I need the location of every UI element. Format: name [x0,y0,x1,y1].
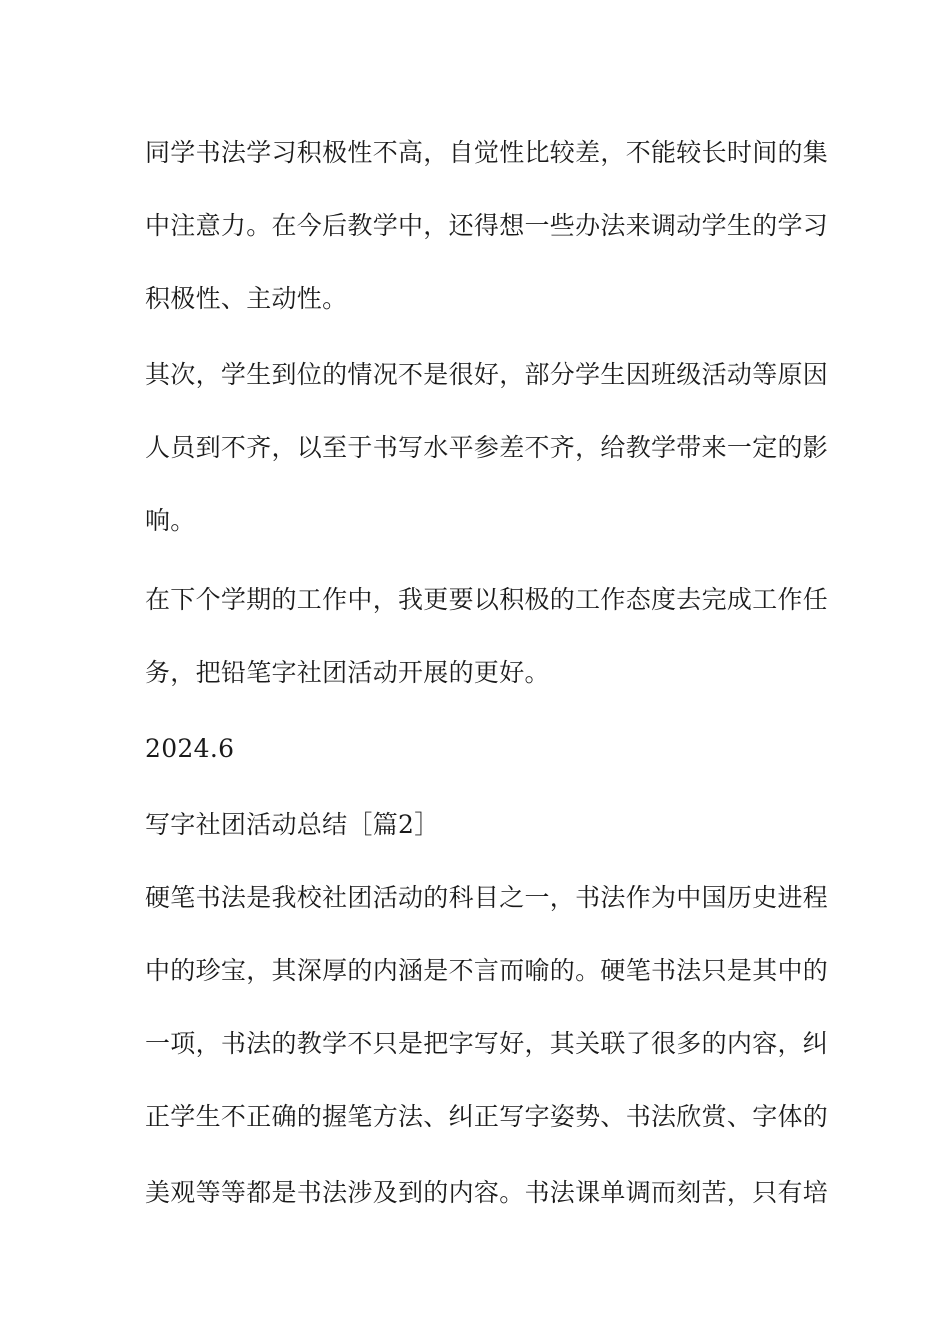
paragraph-1-line-2: 中注意力。在今后教学中，还得想一些办法来调动学生的学习 [145,211,829,240]
paragraph-3-line-2: 务，把铅笔字社团活动开展的更好。 [145,658,550,687]
paragraph-6-line-4: 正学生不正确的握笔方法、纠正写字姿势、书法欣赏、字体的 [145,1102,829,1131]
paragraph-2-line-1: 其次，学生到位的情况不是很好，部分学生因班级活动等原因 [145,360,829,389]
paragraph-6-line-5: 美观等等都是书法涉及到的内容。书法课单调而刻苦，只有培 [145,1178,829,1207]
paragraph-2-line-2: 人员到不齐，以至于书写水平参差不齐，给教学带来一定的影 [145,433,829,462]
section-heading: 写字社团活动总结［篇2］ [145,810,440,839]
paragraph-6-line-3: 一项，书法的教学不只是把字写好，其关联了很多的内容，纠 [145,1029,829,1058]
paragraph-6-line-1: 硬笔书法是我校社团活动的科目之一，书法作为中国历史进程 [145,883,829,912]
paragraph-3-line-1: 在下个学期的工作中，我更要以积极的工作态度去完成工作任 [145,585,829,614]
paragraph-2-line-3: 响。 [145,506,196,535]
paragraph-6-line-2: 中的珍宝，其深厚的内涵是不言而喻的。硬笔书法只是其中的 [145,956,829,985]
date-line: 2024.6 [145,734,235,763]
paragraph-1-line-1: 同学书法学习积极性不高，自觉性比较差，不能较长时间的集 [145,138,829,167]
paragraph-1-line-3: 积极性、主动性。 [145,284,348,313]
